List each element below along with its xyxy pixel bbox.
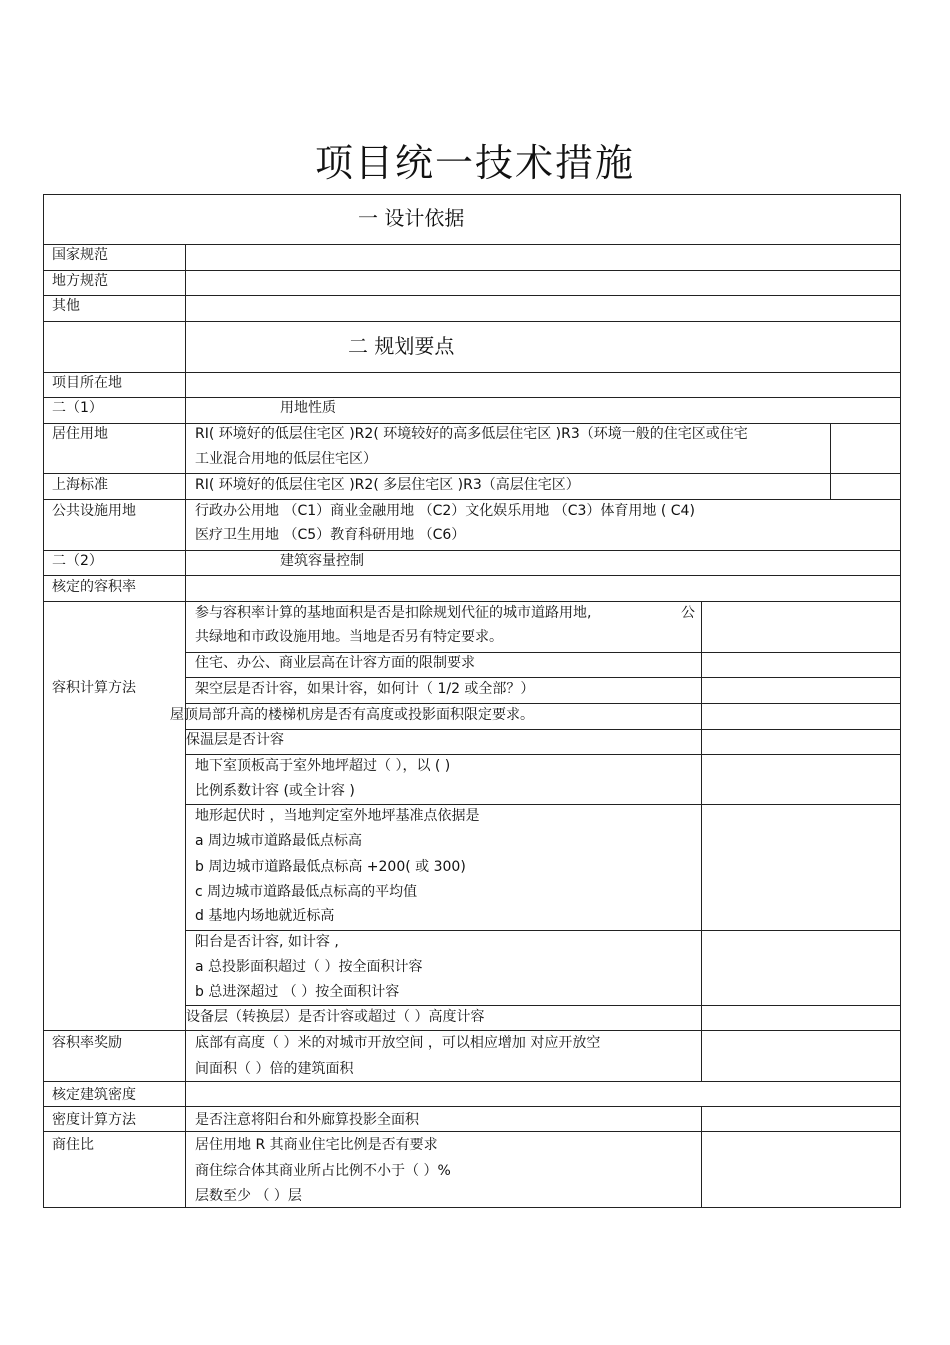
section-heading-design-basis: 一 设计依据 (358, 206, 465, 230)
row-divider (185, 930, 901, 931)
label-other: 其他 (52, 298, 80, 314)
row-divider (43, 473, 901, 474)
row-divider (43, 550, 901, 551)
row-divider (43, 372, 901, 373)
row-divider (185, 1005, 901, 1006)
table-border-top (43, 194, 901, 195)
column-divider (701, 1106, 702, 1208)
far-item-1-line1: 参与容积率计算的基地面积是否是扣除规划代征的城市道路用地, (195, 605, 592, 621)
far-item-5: 保温层是否计容 (186, 732, 284, 748)
far-item-1-line2: 共绿地和市政设施用地。当地是否另有特定要求。 (195, 629, 503, 645)
row-divider (185, 804, 901, 805)
column-divider (830, 423, 831, 499)
row-divider (43, 1081, 901, 1082)
label-far-bonus: 容积率奖励 (52, 1035, 122, 1051)
label-section-2-2: 二（2） (52, 553, 103, 569)
far-bonus-line1: 底部有高度（ ）米的对城市开放空间 ，可以相应增加 对应开放空 (195, 1035, 601, 1051)
row-divider (185, 652, 901, 653)
far-item-7-option-c: c 周边城市道路最低点标高的平均值 (195, 884, 418, 900)
row-divider (43, 575, 901, 576)
table-border-bottom (43, 1207, 901, 1208)
far-item-7-option-b: b 周边城市道路最低点标高 +200( 或 300) (195, 859, 466, 875)
label-residential-land: 居住用地 (52, 426, 108, 442)
far-item-7-option-a: a 周边城市道路最低点标高 (195, 833, 363, 849)
far-item-6-line2: 比例系数计容 (或全计容 ) (195, 783, 355, 799)
public-facilities-line2: 医疗卫生用地 （C5）教育科研用地 （C6） (195, 527, 466, 543)
column-divider (185, 244, 186, 1208)
label-project-location: 项目所在地 (52, 375, 122, 391)
technical-measures-table (43, 194, 901, 1208)
far-item-3: 架空层是否计容，如果计容，如何计（ 1/2 或全部？） (195, 681, 535, 697)
row-divider (43, 601, 901, 602)
label-section-2-1: 二（1） (52, 400, 103, 416)
row-divider (43, 321, 901, 322)
commercial-ratio-line2: 商住综合体其商业所占比例不小于（ ）% (195, 1163, 451, 1179)
row-divider (43, 499, 901, 500)
far-item-9: 设备层（转换层）是否计容或超过（ ）高度计容 (186, 1009, 485, 1025)
column-divider (701, 601, 702, 1081)
row-divider (185, 703, 901, 704)
row-divider (43, 244, 901, 245)
far-item-4: 屋顶局部升高的楼梯机房是否有高度或投影面积限定要求。 (170, 707, 534, 723)
far-item-1-trailing: 公 (681, 605, 695, 621)
far-bonus-line2: 间面积（ ）倍的建筑面积 (195, 1061, 354, 1077)
row-divider (43, 1106, 901, 1107)
label-approved-density: 核定建筑密度 (52, 1087, 136, 1103)
far-item-2: 住宅、办公、商业层高在计容方面的限制要求 (195, 655, 475, 671)
far-item-6-line1: 地下室顶板高于室外地坪超过（ ），以 ( ) (195, 758, 451, 774)
far-item-7-line1: 地形起伏时 ，当地判定室外地坪基准点依据是 (195, 808, 480, 824)
table-border-left (43, 194, 44, 1208)
page-title: 项目统一技术措施 (314, 141, 635, 185)
table-border-right (900, 194, 901, 1208)
land-use-heading: 用地性质 (280, 400, 336, 416)
section-heading-planning-points: 二 规划要点 (348, 334, 455, 358)
public-facilities-line1: 行政办公用地 （C1）商业金融用地 （C2）文化娱乐用地 （C3）体育用地 ( C4) (195, 503, 695, 519)
label-commercial-residential-ratio: 商住比 (52, 1137, 94, 1153)
commercial-ratio-line3: 层数至少 （ ）层 (195, 1188, 302, 1204)
residential-text-line1: RI( 环境好的低层住宅区 )R2( 环境较好的高多低层住宅区 )R3（环境一般的住宅区或住宅 (195, 426, 748, 442)
far-item-7-option-d: d 基地内场地就近标高 (195, 908, 335, 924)
row-divider (43, 1030, 901, 1031)
shanghai-text: RI( 环境好的低层住宅区 )R2( 多层住宅区 )R3（高层住宅区） (195, 477, 580, 493)
label-density-calculation: 密度计算方法 (52, 1112, 136, 1128)
row-divider (185, 729, 901, 730)
label-far-calculation: 容积计算方法 (52, 680, 136, 696)
density-calculation-text: 是否注意将阳台和外廊算投影全面积 (195, 1112, 419, 1128)
far-item-8-option-a: a 总投影面积超过（ ）按全面积计容 (195, 959, 423, 975)
label-public-facilities: 公共设施用地 (52, 503, 136, 519)
row-divider (43, 423, 901, 424)
far-item-8-option-b: b 总进深超过 （ ）按全面积计容 (195, 984, 400, 1000)
far-item-8-line1: 阳台是否计容, 如计容 , (195, 934, 339, 950)
label-local-codes: 地方规范 (52, 273, 108, 289)
building-capacity-heading: 建筑容量控制 (280, 553, 364, 569)
label-national-codes: 国家规范 (52, 247, 108, 263)
row-divider (185, 754, 901, 755)
residential-text-line2: 工业混合用地的低层住宅区） (195, 451, 377, 467)
row-divider (185, 677, 901, 678)
label-shanghai-standard: 上海标准 (52, 477, 108, 493)
row-divider (43, 295, 901, 296)
label-approved-far: 核定的容积率 (52, 579, 136, 595)
commercial-ratio-line1: 居住用地 R 其商业住宅比例是否有要求 (195, 1137, 438, 1153)
row-divider (43, 270, 901, 271)
row-divider (43, 1131, 901, 1132)
row-divider (43, 397, 901, 398)
